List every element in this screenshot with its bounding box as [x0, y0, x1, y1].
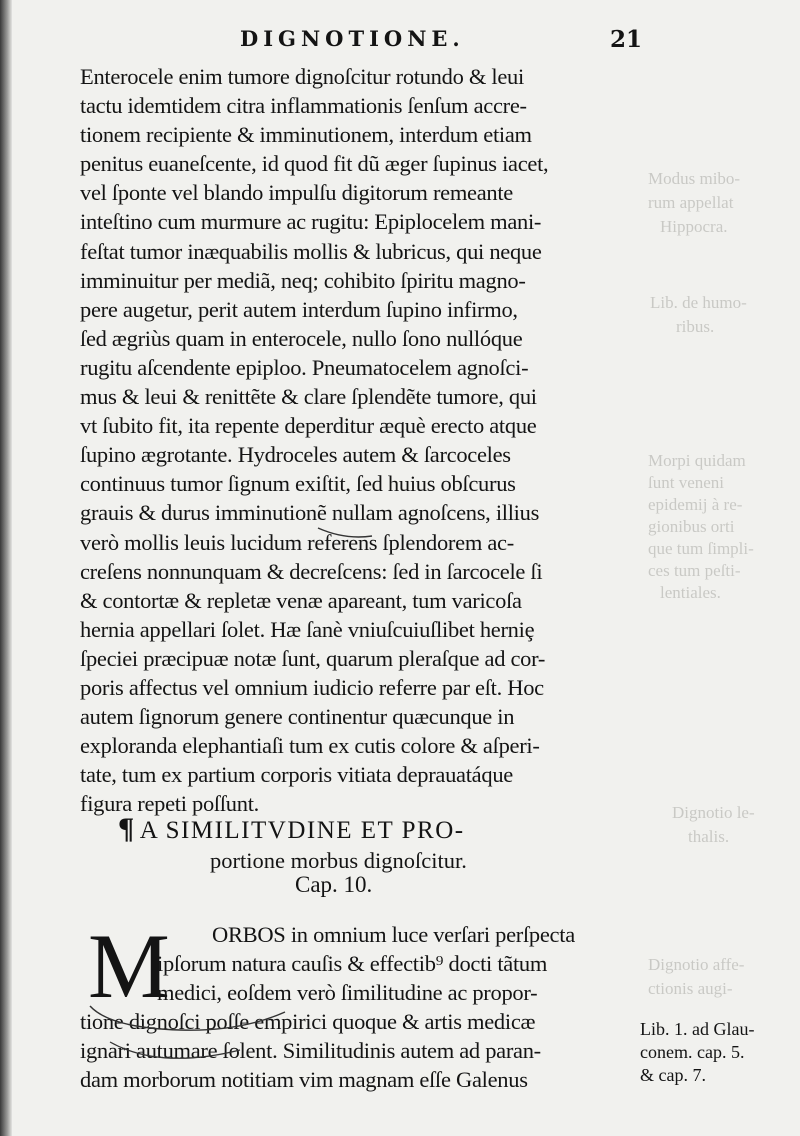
text-line: autem ſignorum genere continentur quæcunque in — [80, 704, 515, 730]
show-through-note: ctionis augi- — [648, 979, 733, 998]
chapter-title-text: A SIMILITVDINE ET PRO- — [139, 817, 465, 844]
show-through-note: Dignotio le- — [672, 803, 755, 822]
text-line: rugitu aſcendente epiploo. Pneumatocelem agnoſci- — [80, 354, 529, 380]
text-line: grauis & durus imminutionẽ nullam agnoſcens, illius — [80, 500, 540, 526]
show-through-note: Modus mibo- — [648, 169, 741, 188]
show-through-note: thalis. — [688, 827, 730, 846]
text-line: tactu idemtidem citra inflammationis ſenſum accre- — [80, 93, 527, 119]
text-line: mus & leui & renittẽte & clare ſplendẽte tumore, qui — [80, 384, 537, 410]
margin-note-line: Lib. 1. ad Glau- — [640, 1019, 755, 1039]
text-line: vt ſubito fit, ita repente deperditur æquè erecto atque — [80, 413, 537, 439]
show-through-note: gionibus orti — [648, 517, 735, 536]
show-through-note: que tum ſimpli- — [648, 539, 754, 558]
text-line: creſens nonnunquam & decreſcens: ſed in ſarcocele ſi — [80, 558, 543, 584]
show-through-note: Hippocra. — [660, 217, 728, 236]
chapter-number: Cap. 10. — [295, 872, 373, 897]
show-through-note: ces tum peſti- — [648, 561, 741, 580]
show-through-note: lentiales. — [660, 583, 721, 602]
chapter-title-line: portione morbus dignoſcitur. — [210, 848, 467, 873]
text-line: ſupino ægrotante. Hydroceles autem & ſarcoceles — [80, 442, 511, 468]
text-line: & contortæ & repletæ venæ apareant, tum varicoſa — [80, 587, 522, 613]
margin-note-line: conem. cap. 5. — [640, 1042, 745, 1062]
drop-cap-initial: M — [88, 915, 170, 1017]
chapter-body — [80, 915, 640, 1095]
text-line: penitus euaneſcente, id quod fit dũ æger ſupinus iacet, — [80, 151, 549, 177]
text-line: continuus tumor ſignum exiſtit, ſed huius obſcurus — [80, 471, 516, 497]
show-through-note: rum appellat — [648, 193, 734, 212]
binding-edge — [0, 0, 12, 1136]
text-line: ipſorum natura cauſis & effectib⁹ docti tãtum — [157, 951, 548, 977]
chapter-title-line — [118, 812, 618, 846]
body-paragraph — [80, 62, 630, 818]
text-line: poris affectus vel omnium iudicio referre par eſt. Hoc — [80, 674, 544, 700]
show-through-note: Lib. de humo- — [650, 293, 747, 312]
text-line: medici, eoſdem verò ſimilitudine ac propor- — [157, 980, 538, 1006]
show-through-note: ſunt veneni — [648, 473, 725, 492]
text-line: figura repeti poſſunt. — [80, 791, 259, 817]
text-line: vel ſponte vel blando impulſu digitorum remeante — [80, 180, 513, 206]
running-header — [90, 26, 642, 56]
pilcrow-mark: ¶ — [118, 812, 136, 845]
text-line: imminuitur per mediã, neq; cohibito ſpiritu magno- — [80, 267, 526, 293]
text-line: verò mollis leuis lucidum referens ſplendorem ac- — [80, 529, 514, 555]
page-number: 21 — [609, 26, 642, 53]
text-line: tione dignoſci poſſe empirici quoque & artis medicæ — [80, 1009, 536, 1035]
show-through-note: Dignotio affe- — [648, 955, 745, 974]
text-line: feſtat tumor inæquabilis mollis & lubricus, qui neque — [80, 238, 542, 264]
running-title: DIGNOTIONE. — [240, 26, 465, 51]
text-line: dam morborum notitiam vim magnam eſſe Galenus — [80, 1067, 528, 1093]
text-line: hernia appellari ſolet. Hæ ſanè vniuſcuiuſlibet herniȩ — [80, 616, 535, 642]
text-line: ignari autumare ſolent. Similitudinis autem ad paran- — [80, 1038, 541, 1064]
text-line: ſpeciei præcipuæ notæ ſunt, quarum pleraſque ad cor- — [80, 645, 546, 671]
text-line: ORBOS in omnium luce verſari perſpecta — [212, 922, 575, 947]
text-line: inteſtino cum murmure ac rugitu: Epiplocelem mani- — [80, 209, 542, 235]
text-line: tionem recipiente & imminutionem, interdum etiam — [80, 122, 532, 148]
show-through-note: epidemij à re- — [648, 495, 743, 514]
margin-note — [640, 1018, 754, 1087]
text-line: pere augetur, perit autem interdum ſupino infirmo, — [80, 296, 518, 322]
text-line: exploranda elephantiaſi tum ex cutis colore & aſperi- — [80, 733, 540, 759]
margin-note-line: & cap. 7. — [640, 1065, 706, 1085]
text-line: Enterocele enim tumore dignoſcitur rotundo & leui — [80, 64, 524, 89]
text-line: ſed ægriùs quam in enterocele, nullo ſono nullóque — [80, 325, 523, 351]
show-through-note: ribus. — [676, 317, 715, 336]
show-through-note: Morpi quidam — [648, 451, 746, 470]
chapter-heading — [118, 812, 618, 874]
text-line: tate, tum ex partium corporis vitiata deprauatáque — [80, 762, 513, 788]
